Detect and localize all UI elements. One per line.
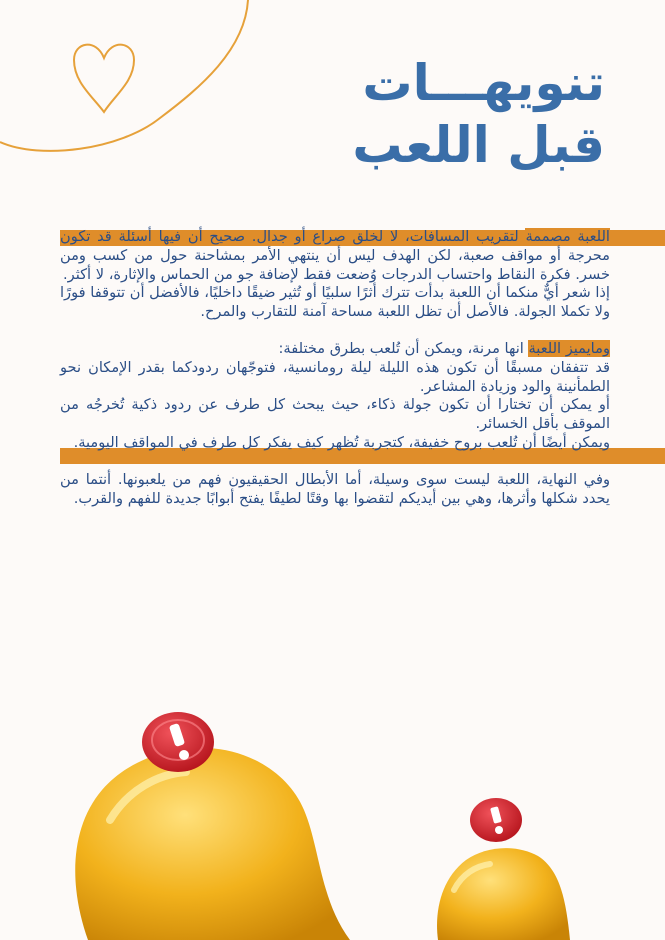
bell-icon — [58, 700, 368, 940]
closing-paragraph: وفي النهاية، اللعبة ليست سوى وسيلة، أما الأبطال الحقيقيون فهم من يلعبونها. أنتما من يحدد شكلها وأثرها، وهي بين أيديكم لتقضوا بها وقتًا لطيفًا يفتح أبوابًا جديدة للفهم والقرب. — [60, 470, 610, 507]
section1-highlight: اللعبة مصممة — [525, 228, 610, 245]
title-line-2: قبل اللعب — [352, 116, 605, 174]
section2-highlight: ومايميز اللعبة — [528, 339, 610, 357]
section1-text: لتقريب المسافات، لا لخلق صراع أو جدال. صحيح أن فيها أسئلة قد تكون محرجة أو مواقف صعبة، لكن الهدف ليس أن ينتهي الأمر بمشاحنة حول من كسب ومن خسر. فكرة النقاط واحتساب الدرجات وُضعت فقط لإضافة جو من الحماس والإثارة، لا أكثر. — [60, 228, 610, 283]
section2-line-4: ويمكن أيضًا أن تُلعب بروح خفيفة، كتجربة تُظهر كيف يفكر كل طرف في المواقف اليومية. — [73, 433, 610, 451]
alert-badge-icon — [142, 712, 214, 772]
body-content — [60, 228, 610, 508]
title-line-1: تنويهـــات — [362, 54, 605, 112]
section2-line-2: قد تتفقان مسبقًا أن تكون هذه الليلة ليلة رومانسية، فتوجّهان ردودكما بقدر الإمكان نحو الطمأنينة والود وزيادة المشاعر. — [60, 358, 610, 395]
page-title — [265, 52, 605, 176]
section2-line-3: أو يمكن أن تختارا أن تكون جولة ذكاء، حيث يبحث كل طرف عن ردود ذكية تُخرجُه من الموقف بأقل الخسائر. — [60, 396, 610, 433]
section2-paragraph — [60, 340, 610, 359]
alert-badge-icon — [470, 798, 522, 842]
section1-paragraph — [60, 228, 610, 284]
bell-icon — [430, 790, 570, 940]
section2-text: انها مرنة، ويمكن أن تُلعب بطرق مختلفة: — [278, 339, 529, 357]
section1-paragraph-2: إذا شعر أيٌّ منكما أن اللعبة بدأت تترك أثرًا سلبيًا أو تُثير ضيقًا داخليًا، فالأفضل أن تتوقفا فورًا ولا تكملا الجولة. فالأصل أن تظل اللعبة مساحة آمنة للتقارب والمرح. — [60, 284, 610, 321]
heart-line-icon — [0, 0, 260, 160]
